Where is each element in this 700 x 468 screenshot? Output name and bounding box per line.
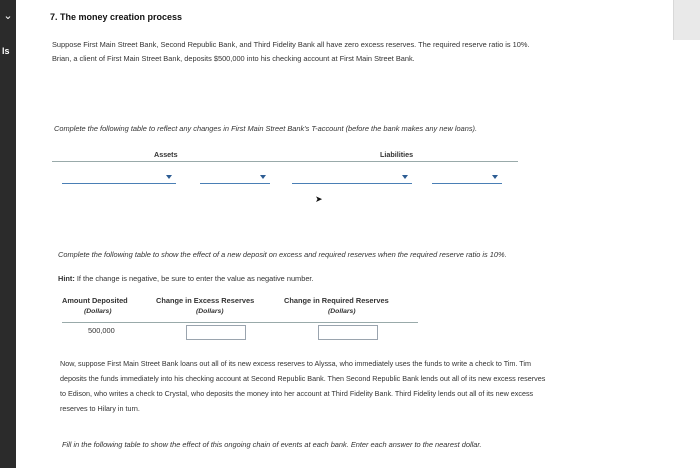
chain-line-1: Now, suppose First Main Street Bank loans out all of its new excess reserves to Alyssa, who immediately uses the funds to write a check to Tim. Tim: [60, 359, 531, 368]
chain-paragraph: [60, 356, 660, 416]
chevron-down-icon[interactable]: ⌄: [3, 10, 13, 22]
question-intro: [52, 38, 652, 66]
dropdown-arrow-icon: [260, 175, 266, 179]
dropdown-arrow-icon: [166, 175, 172, 179]
dropdown-arrow-icon: [492, 175, 498, 179]
liabilities-amount-dropdown[interactable]: [432, 173, 502, 184]
t-account-divider: [52, 161, 518, 162]
left-sidebar: [0, 0, 16, 468]
liabilities-account-dropdown[interactable]: [292, 173, 412, 184]
top-right-panel: [673, 0, 700, 40]
excess-reserves-input[interactable]: [186, 325, 246, 340]
mouse-pointer-icon: ➤: [315, 194, 323, 204]
intro-line-2: Brian, a client of First Main Street Bank, deposits $500,000 into his checking account at First Main Street Bank.: [52, 54, 415, 63]
hint-text: [58, 272, 314, 286]
taccount-instruction: Complete the following table to reflect any changes in First Main Street Bank's T-account (before the bank makes any new loans).: [54, 124, 478, 133]
col-change-required: Change in Required Reserves: [284, 296, 389, 305]
col-change-required-sub: (Dollars): [328, 308, 356, 315]
assets-header: Assets: [154, 150, 178, 159]
chain-line-4: reserves to Hilary in turn.: [60, 404, 140, 413]
hint-label: Hint:: [58, 274, 75, 283]
col-change-excess: Change in Excess Reserves: [156, 296, 255, 305]
liabilities-header: Liabilities: [380, 150, 414, 159]
dropdown-arrow-icon: [402, 175, 408, 179]
reserves-instruction: Complete the following table to show the effect of a new deposit on excess and required reserves when the required reserve ratio is 10%.: [58, 250, 507, 259]
intro-line-1: Suppose First Main Street Bank, Second Republic Bank, and Third Fidelity Bank all have zero excess reserves. The required reserve ratio is 10%.: [52, 40, 530, 49]
hint-body: If the change is negative, be sure to enter the value as negative number.: [74, 274, 314, 283]
col-amount-deposited: Amount Deposited: [62, 296, 128, 305]
col-change-excess-sub: (Dollars): [196, 308, 224, 315]
chain-line-2: deposits the funds immediately into his checking account at Second Republic Bank. Then Second Republic Bank lends out all of its new excess reserves: [60, 374, 546, 383]
assets-account-dropdown[interactable]: [62, 173, 176, 184]
assets-amount-dropdown[interactable]: [200, 173, 270, 184]
chain-instruction: Fill in the following table to show the effect of this ongoing chain of events at each bank. Enter each answer to the nearest dollar.: [62, 440, 482, 449]
chain-line-3: to Edison, who writes a check to Crystal, who deposits the money into her account at Third Fidelity Bank. Third Fidelity lends out all of its new excess: [60, 389, 534, 398]
reserves-table-divider: [62, 322, 418, 323]
amount-deposited-value: 500,000: [88, 326, 115, 335]
reserves-table: [62, 294, 418, 344]
col-amount-deposited-sub: (Dollars): [84, 308, 112, 315]
required-reserves-input[interactable]: [318, 325, 378, 340]
t-account-table: [52, 146, 518, 186]
question-title: 7. The money creation process: [50, 12, 183, 22]
sidebar-label: ls: [2, 46, 10, 56]
